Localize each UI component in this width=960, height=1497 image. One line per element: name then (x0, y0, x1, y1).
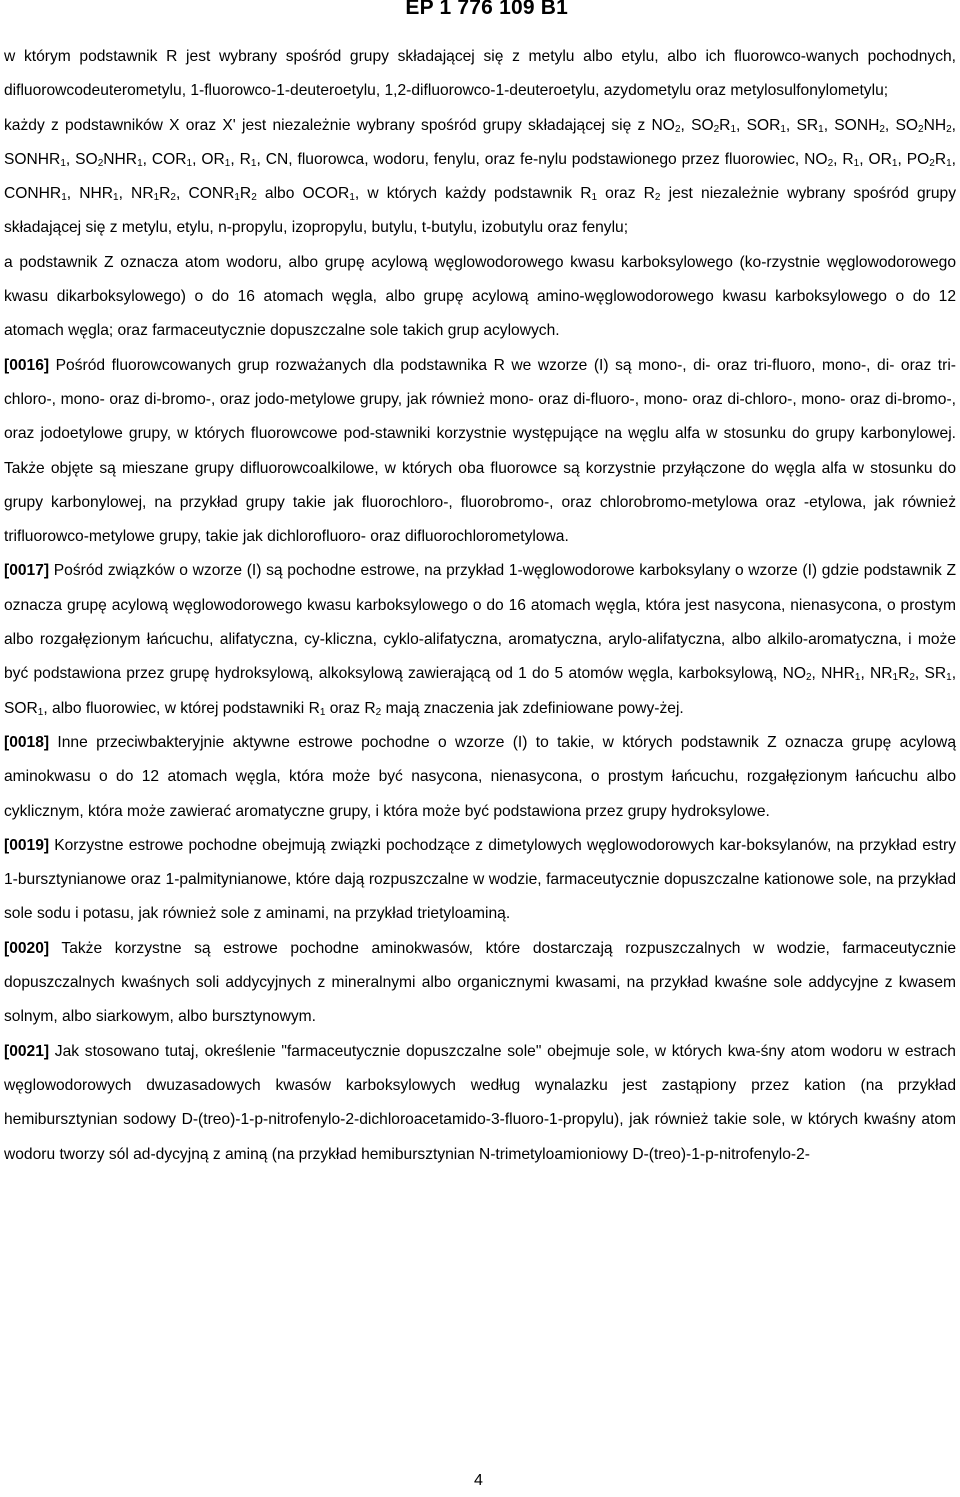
paragraph-text: Pośród związków o wzorze (I) są pochodne estrowe, na przykład 1-węglowodorowe karboksylany o wzorze (I) gdzie podstawnik Z oznacza grupę acylową węglowodorowego kwasu karboksylowego o do 16 atomach węgla, która jest nasycona, nienasycona, o prostym albo rozgałęzionym łańcuchu, alifatyczna, cy-kliczna, cyklo-alifatyczna, aromatyczna, arylo-alifatyczna, albo alkilo-aromatyczna, i może być podstawiona przez grupę hydroksylową, alkoksylową zawierającą od 1 do 5 atomów węgla, karboksylową, $NO_2$, $NHR_1$, $NR_1R_2$, $SR_1$, $SOR_1$, albo fluorowiec, w której podstawniki $R_1$ oraz $R_2$ mają znaczenia jak zdefiniowane powy-żej. (4, 562, 957, 718)
paragraph-substituent-x: każdy z podstawników X oraz X' jest niezależnie wybrany spośród grupy składającej się z $NO_2$, $SO_2R_1$, $SOR_1$, $SR_1$, $SONH_2$, $SO_2NH_2$, $SONHR_1$, $SO_2NHR_1$, $COR_1$, $OR_1$, $R_1$, CN, fluorowca, wodoru, fenylu, oraz fe-nylu podstawionego przez fluorowiec, $NO_2$, $R_1$, $OR_1$, $PO_2R_1$, $CONHR_1$, $NHR_1$, $NR_1R_2$, $CONR_1R_2$ albo $OCOR_1$, w których każdy podstawnik $R_1$ oraz $R_2$ jest niezależnie wybrany spośród grupy składającej się z metylu, etylu, n-propylu, izopropylu, butylu, t-butylu, izobutylu oraz fenylu; (4, 116, 957, 237)
paragraph-number: [0021] (4, 1042, 50, 1060)
paragraph-intro: w którym podstawnik R jest wybrany spośród grupy składającej się z metylu albo etylu, albo ich fluorowco-wanych pochodnych, difluorowcodeuterometylu, 1-fluorowco-1-deuteroetylu, 1,2-difluorowco-1-deuteroetylu, azydometylu oraz metylosulfonylometylu; (4, 48, 956, 100)
paragraph-0020 (4, 932, 956, 1035)
document-id-header: EP 1 776 109 B1 (405, 0, 568, 19)
paragraph-text: Jak stosowano tutaj, określenie "farmaceutycznie dopuszczalne sole" obejmuje sole, w których kwa-śny atom wodoru w estrach węglowodorowych dwuzasadowych kwasów karboksylowych według wynalazku jest zastąpiony przez kation (na przykład hemibursztynian sodowy D-(treo)-1-p-nitrofenylo-2-dichloroacetamido-3-fluoro-1-propylu), jak również takie sole, w których kwaśny atom wodoru tworzy sól ad-dycyjną z aminą (na przykład hemibursztynian N-trimetyloamioniowy D-(treo)-1-p-nitrofenylo-2- (4, 1042, 956, 1163)
paragraph-0017 (4, 554, 956, 725)
document-body (4, 40, 956, 1172)
paragraph-0018 (4, 726, 956, 829)
paragraph-text: Także korzystne są estrowe pochodne aminokwasów, które dostarczają rozpuszczalnych w wodzie, farmaceutycznie dopuszczalnych kwaśnych soli addycyjnych z mineralnymi albo organicznymi kwasami, na przykład kwaśne sole addycyjne z kwasem solnym, albo siarkowym, albo bursztynowym. (4, 939, 956, 1026)
paragraph-number: [0018] (4, 733, 50, 751)
paragraph-number: [0019] (4, 836, 50, 854)
paragraph-number: [0016] (4, 356, 50, 374)
paragraph-0019 (4, 829, 956, 932)
paragraph-text: Korzystne estrowe pochodne obejmują związki pochodzące z dimetylowych węglowodorowych kar-boksylanów, na przykład estry 1-bursztynianowe oraz 1-palmitynianowe, które dają rozpuszczalne w wodzie, farmaceutycznie dopuszczalne kationowe sole, na przykład sole sodu i potasu, jak również sole z aminami, na przykład trietyloaminą. (4, 836, 956, 923)
paragraph-number: [0017] (4, 562, 50, 580)
paragraph-text: Inne przeciwbakteryjnie aktywne estrowe pochodne o wzorze (I) to takie, w których podstawnik Z oznacza grupę acylową aminokwasu o do 12 atomach węgla, która może być nasycona, nienasycona, o prostym łańcuchu, rozgałęzionym łańcuchu albo cyklicznym, która może zawierać aromatyczne grupy, i która może być podstawiona przez grupy hydroksylowe. (4, 733, 956, 820)
paragraph-number: [0020] (4, 939, 50, 957)
paragraph-substituent-z: a podstawnik Z oznacza atom wodoru, albo grupę acylową węglowodorowego kwasu karboksylowego (ko-rzystnie węglowodorowego kwasu dikarboksylowego) o do 16 atomach węgla, albo grupę acylową amino-węglowodorowego kwasu karboksylowego o do 12 atomach węgla; oraz farmaceutycznie dopuszczalne sole takich grup acylowych. (4, 253, 956, 340)
page-number: 4 (474, 1472, 483, 1489)
paragraph-0021 (4, 1035, 956, 1172)
paragraph-0016 (4, 349, 956, 555)
paragraph-text: Pośród fluorowcowanych grup rozważanych dla podstawnika R we wzorze (I) są mono-, di- oraz tri-fluoro, mono-, di- oraz tri-chloro-, mono- oraz di-bromo-, oraz jodo-metylowe grupy, jak również mono- oraz di-fluoro-, mono- oraz di-chloro-, mono- oraz di-bromo-, oraz jodoetylowe grupy, w których fluorowcowe pod-stawniki korzystnie występujące na węglu alfa w stosunku do grupy karbonylowej. Także objęte są mieszane grupy difluorowcoalkilowe, w których oba fluorowce są korzystnie przyłączone do węgla alfa w stosunku do grupy karbonylowej, na przykład grupy takie jak fluorochloro-, fluorobromo-, oraz chlorobromo-metylowa oraz -etylowa, jak również trifluorowco-metylowe grupy, takie jak dichlorofluoro- oraz difluorochlorometylowa. (4, 356, 956, 546)
